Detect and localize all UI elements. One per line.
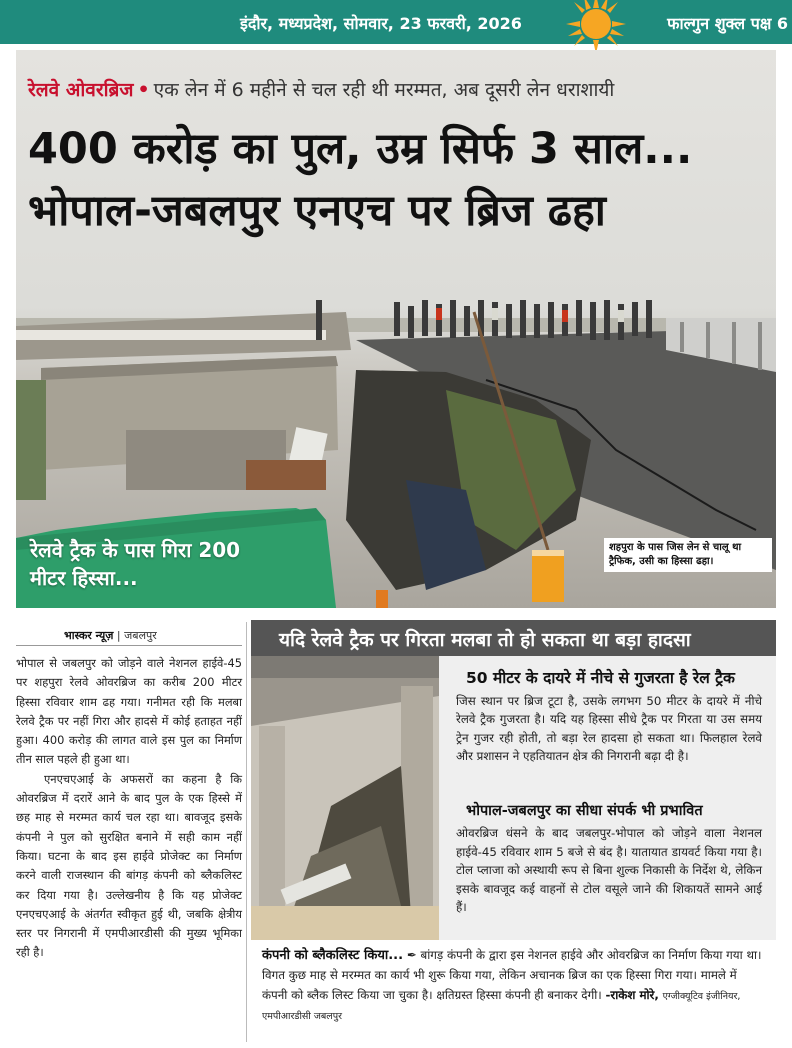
byline: भास्कर न्यूज़ | जबलपुर [64,629,157,642]
kicker-text: एक लेन में 6 महीने से चल रही थी मरम्मत, अब दूसरी लेन धराशायी [153,79,615,101]
pillar-photo-drawing [251,656,439,940]
quote-designation: एग्जीक्यूटिव इंजीनियर, एमपीआरडीसी जबलपुर [262,990,741,1023]
quote-pen-icon: ✒ [406,948,417,962]
hero-photo-section [16,50,776,608]
byline-rule [16,645,242,646]
article-paragraph-2: एनएचएआई के अफसरों का कहना है कि ओवरब्रिज में दरारें आने के बाद पुल के एक हिस्से में छह माह से मरम्मत कार्य चल रहा था। बावजूद इसके कंपनी ने पुल को सुरक्षित बनाने में सही काम नहीं किया। घटना के बाद इस हाईवे प्रोजेक्ट का निर्माण करने वाली राजस्थान की बांगड़ कंपनी को ब्लैकलिस्ट कर दिया गया है। उल्लेखनीय है कि यह प्रोजेक्ट एनएचएआई के अंतर्गत स्वीकृत हुई थी, जबकि क्षेत्रीय स्तर पर निगरानी में एमपीआरडीसी की मुख्य भूमिका रही है। [16,771,242,960]
article-body [16,654,242,963]
kicker-line [28,76,614,102]
main-headline [28,118,768,242]
box-heading: यदि रेलवे ट्रैक पर गिरता मलबा तो हो सकता था बड़ा हादसा [251,620,776,656]
collapsed-pillar-photo [251,656,439,940]
official-quote [262,946,762,1027]
photo-caption-right: शहपुरा के पास जिस लेन से चालू था ट्रैफिक, उसी का हिस्सा ढहा। [604,538,772,572]
column-divider [246,622,247,1042]
quote-text: बांगड़ कंपनी के द्वारा इस नेशनल हाईवे और ओवरब्रिज का निर्माण किया गया था। विगत कुछ माह से मरम्मत का कार्य भी शुरू किया गया, लेकिन अचानक ब्रिज का एक हिस्सा गिरा गया। मामले में कंपनी को ब्लैक लिस्ट किया जा चुका है। क्षतिग्रस्त हिस्सा कंपनी ही बनाकर देगी। [262,948,762,1002]
railway-risk-box [251,620,776,940]
kicker-bullet: • [137,79,150,101]
photo-caption-left: रेलवे ट्रैक के पास गिरा 200 मीटर हिस्सा... [30,538,241,590]
headline-line-2: भोपाल-जबलपुर एनएच पर ब्रिज ढहा [28,186,606,236]
masthead-strip [0,0,792,44]
byline-source: भास्कर न्यूज़ [64,629,114,642]
sun-icon [564,0,628,56]
quote-lead: कंपनी को ब्लैकलिस्ट किया... [262,948,404,963]
article-paragraph-1: भोपाल से जबलपुर को जोड़ने वाले नेशनल हाईवे-45 पर शहपुरा रेलवे ओवरब्रिज का करीब 200 मीटर हिस्सा रविवार शाम ढह गया। गनीमत रही कि मलबा रेलवे ट्रैक पर नहीं गिरा और हादसे में कोई हताहत नहीं हुआ। 400 करोड़ की लागत वाले इस पुल का निर्माण तीन साल पहले ही हुआ था। [16,656,242,767]
tithi-label: फाल्गुन शुक्ल पक्ष 6 [667,14,788,33]
subhead-rail-track-text: जिस स्थान पर ब्रिज टूटा है, उसके लगभग 50 मीटर के दायरे में नीचे रेलवे ट्रैक गुजरता है। यदि यह हिस्सा सीधे ट्रैक पर गिरता या उस समय ट्रेन गुजर रही होती, तो बड़ा रेल हादसा हो सकता था। फिलहाल रेलवे और प्रशासन ने एहतियातन क्षेत्र की निगरानी बढ़ा दी है। [456,694,762,763]
quote-signer: -राकेश मोरे, [605,987,659,1002]
subhead-rail-track: 50 मीटर के दायरे में नीचे से गुजरता है रेल ट्रैक [466,669,735,687]
dateline: इंदौर, मध्यप्रदेश, सोमवार, 23 फरवरी, 2026 [240,14,522,33]
subhead-connectivity: भोपाल-जबलपुर का सीधा संपर्क भी प्रभावित [466,803,703,819]
subhead-connectivity-text: ओवरब्रिज धंसने के बाद जबलपुर-भोपाल को जोड़ने वाला नेशनल हाईवे-45 रविवार शाम 5 बजे से बंद है। यातायात डायवर्ट किया गया है। टोल प्लाजा को अस्थायी रूप से बिना शुल्क निकासी के निर्देश थे, लेकिन इसके बावजूद कई वाहनों से टोल वसूले जाने की शिकायतें सामने आई हैं। [456,826,762,915]
headline-line-1: 400 करोड़ का पुल, उम्र सिर्फ 3 साल... [28,124,693,174]
kicker-tag: रेलवे ओवरब्रिज [28,79,134,101]
byline-city: जबलपुर [124,629,157,642]
